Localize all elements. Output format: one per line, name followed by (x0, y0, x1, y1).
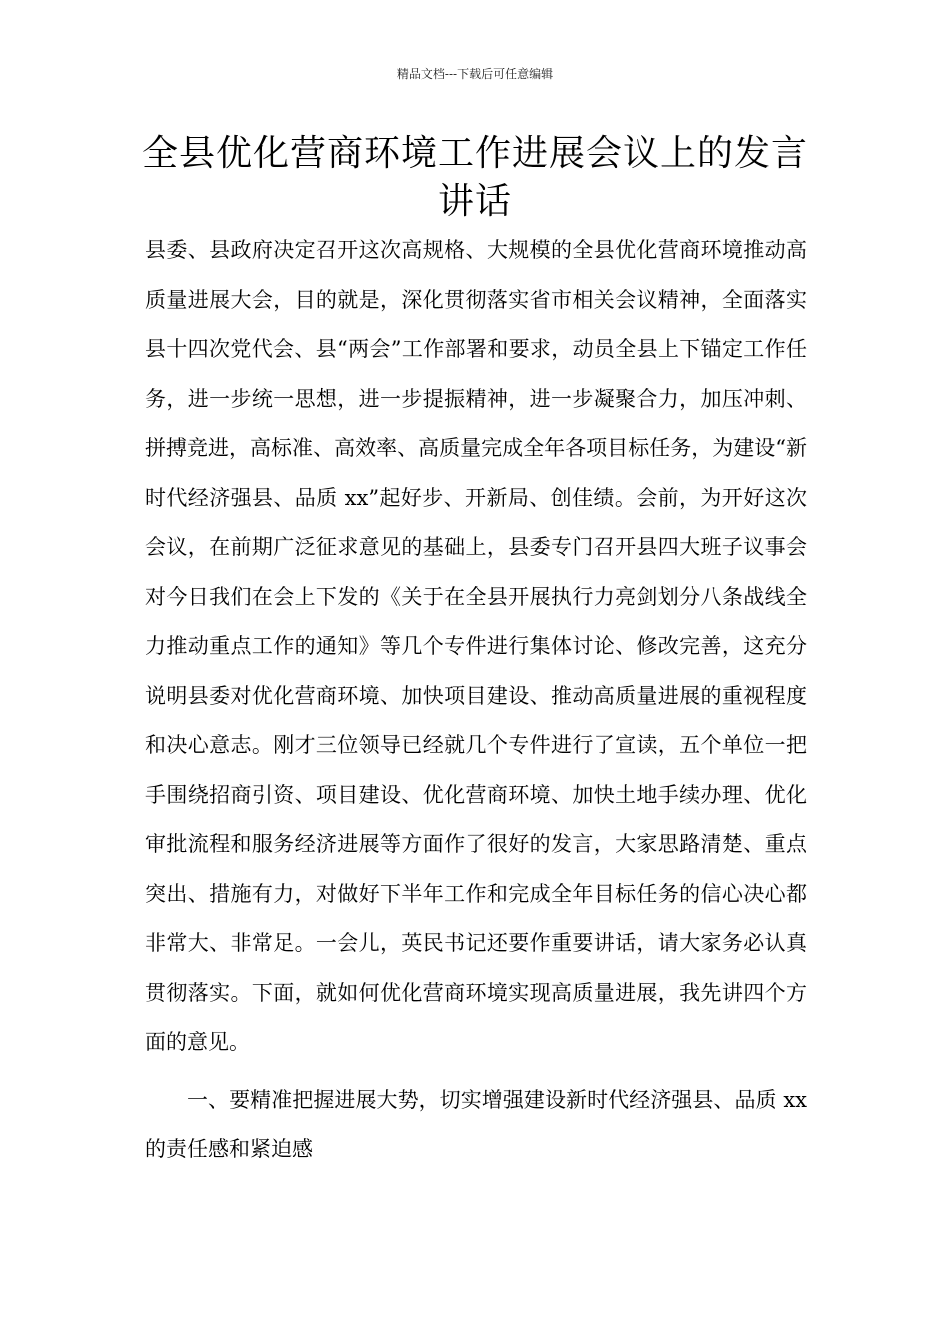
header-note: 精品文档---下载后可任意编辑 (396, 67, 554, 81)
document-body (145, 226, 807, 1175)
section-heading-1: 一、要精准把握进展大势，切实增强建设新时代经济强县、品质 xx 的责任感和紧迫感 (145, 1087, 807, 1161)
document-title: 全县优化营商环境工作进展会议上的发言讲话 (141, 133, 808, 222)
intro-paragraph: 县委、县政府决定召开这次高规格、大规模的全县优化营商环境推动高质量进展大会，目的就是，深化贯彻落实省市相关会议精神，全面落实县十四次党代会、县“两会”工作部署和要求，动员全县上下锚定工作任务，进一步统一思想，进一步提振精神，进一步凝聚合力，加压冲刺、拼搏竞进，高标准、高效率、高质量完成全年各项目标任务，为建设“新时代经济强县、品质 xx”起好步、开新局、创佳绩。会前，为开好这次会议，在前期广泛征求意见的基础上，县委专门召开县四大班子议事会对今日我们在会上下发的《关于在全县开展执行力亮剑划分八条战线全力推动重点工作的通知》等几个专件进行集体讨论、修改完善，这充分说明县委对优化营商环境、加快项目建设、推动高质量进展的重视程度和决心意志。刚才三位领导已经就几个专件进行了宣读，五个单位一把手围绕招商引资、项目建设、优化营商环境、加快土地手续办理、优化审批流程和服务经济进展等方面作了很好的发言，大家思路清楚、重点突出、措施有力，对做好下半年工作和完成全年目标任务的信心决心都非常大、非常足。一会儿，英民书记还要作重要讲话，请大家务必认真贯彻落实。下面，就如何优化营商环境实现高质量进展，我先讲四个方面的意见。 (145, 238, 807, 1054)
